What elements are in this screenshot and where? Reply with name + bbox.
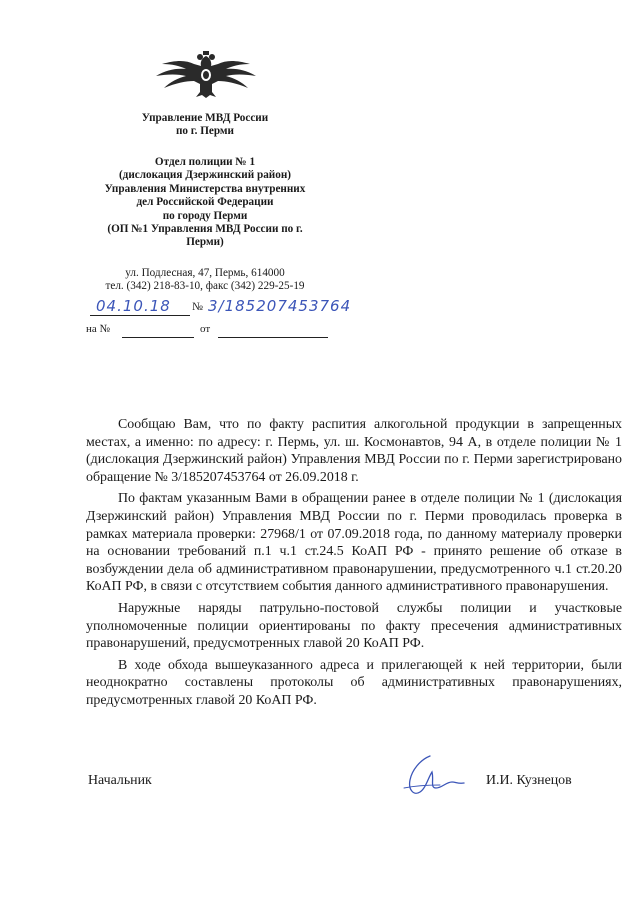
body-paragraph-1: Сообщаю Вам, что по факту распития алкогольной продукции в запрещенных местах, а именно: по адресу: г. Пермь, ул. ш. Космонавтов, 94 А, в отделе полиции № 1 (дислокация Дзержинский район) Управления МВД России по г. Перми зарегистрировано обращение № 3/185207453764 от 26.09.2018 г. (86, 417, 622, 485)
reference-date-label: от (200, 323, 211, 335)
registration-number-field (204, 297, 364, 315)
body-paragraph-2: По фактам указанным Вами в обращении ранее в отделе полиции № 1 (дислокация Дзержинский район) Управления МВД России по г. Перми проводилась проверка в рамках материала проверки: 27968/1 от 07.09.2018 года, по данному материалу проверки на основании требований п.1 ч.1 ст.24.5 КоАП РФ - принято решение об отказе в возбуждении дела об административном правонарушении, предусмотренного ч.1 ст.20.20 КоАП РФ, в связи с отсутствием события данного административного правонарушения. (86, 491, 622, 595)
department-phones: тел. (342) 218-83-10, факс (342) 229-25-19 (105, 280, 305, 293)
registration-number: 3/185207453764 (208, 297, 352, 315)
department-address: ул. Подлесная, 47, Пермь, 614000 (125, 267, 285, 279)
reference-number-label: на № (86, 323, 111, 335)
reference-date-blank (218, 325, 328, 338)
registration-date-field (90, 297, 190, 316)
letter-body (86, 416, 622, 714)
ministry-name: Управление МВД России по г. Перми (141, 112, 269, 138)
handwritten-signature-icon (400, 752, 470, 800)
reference-number-blank (122, 325, 194, 338)
signer-name: И.И. Кузнецов (486, 773, 572, 788)
department-contacts (60, 267, 350, 294)
signer-title: Начальник (88, 773, 152, 788)
body-paragraph-3: Наружные наряды патрульно-постовой службы полиции и участковые уполномоченные полиции ориентированы по факту пресечения административных правонарушений, предусмотренных главой 20 КоАП РФ. (86, 600, 622, 652)
registration-row (86, 297, 386, 321)
department-name: Отдел полиции № 1 (дислокация Дзержинский район) Управления Министерства внутренних дел Российской Федерации по городу Перми (ОП №1 Управления МВД России по г. Перми) (104, 156, 306, 249)
body-paragraph-4: В ходе обхода вышеуказанного адреса и прилегающей к ней территории, были неоднократно составлены протоколы об административных правонарушениях, предусмотренных главой 20 КоАП РФ. (86, 657, 622, 708)
number-sign: № (192, 301, 203, 313)
double-headed-eagle-emblem-icon (150, 50, 262, 100)
registration-date: 04.10.18 (96, 297, 171, 315)
